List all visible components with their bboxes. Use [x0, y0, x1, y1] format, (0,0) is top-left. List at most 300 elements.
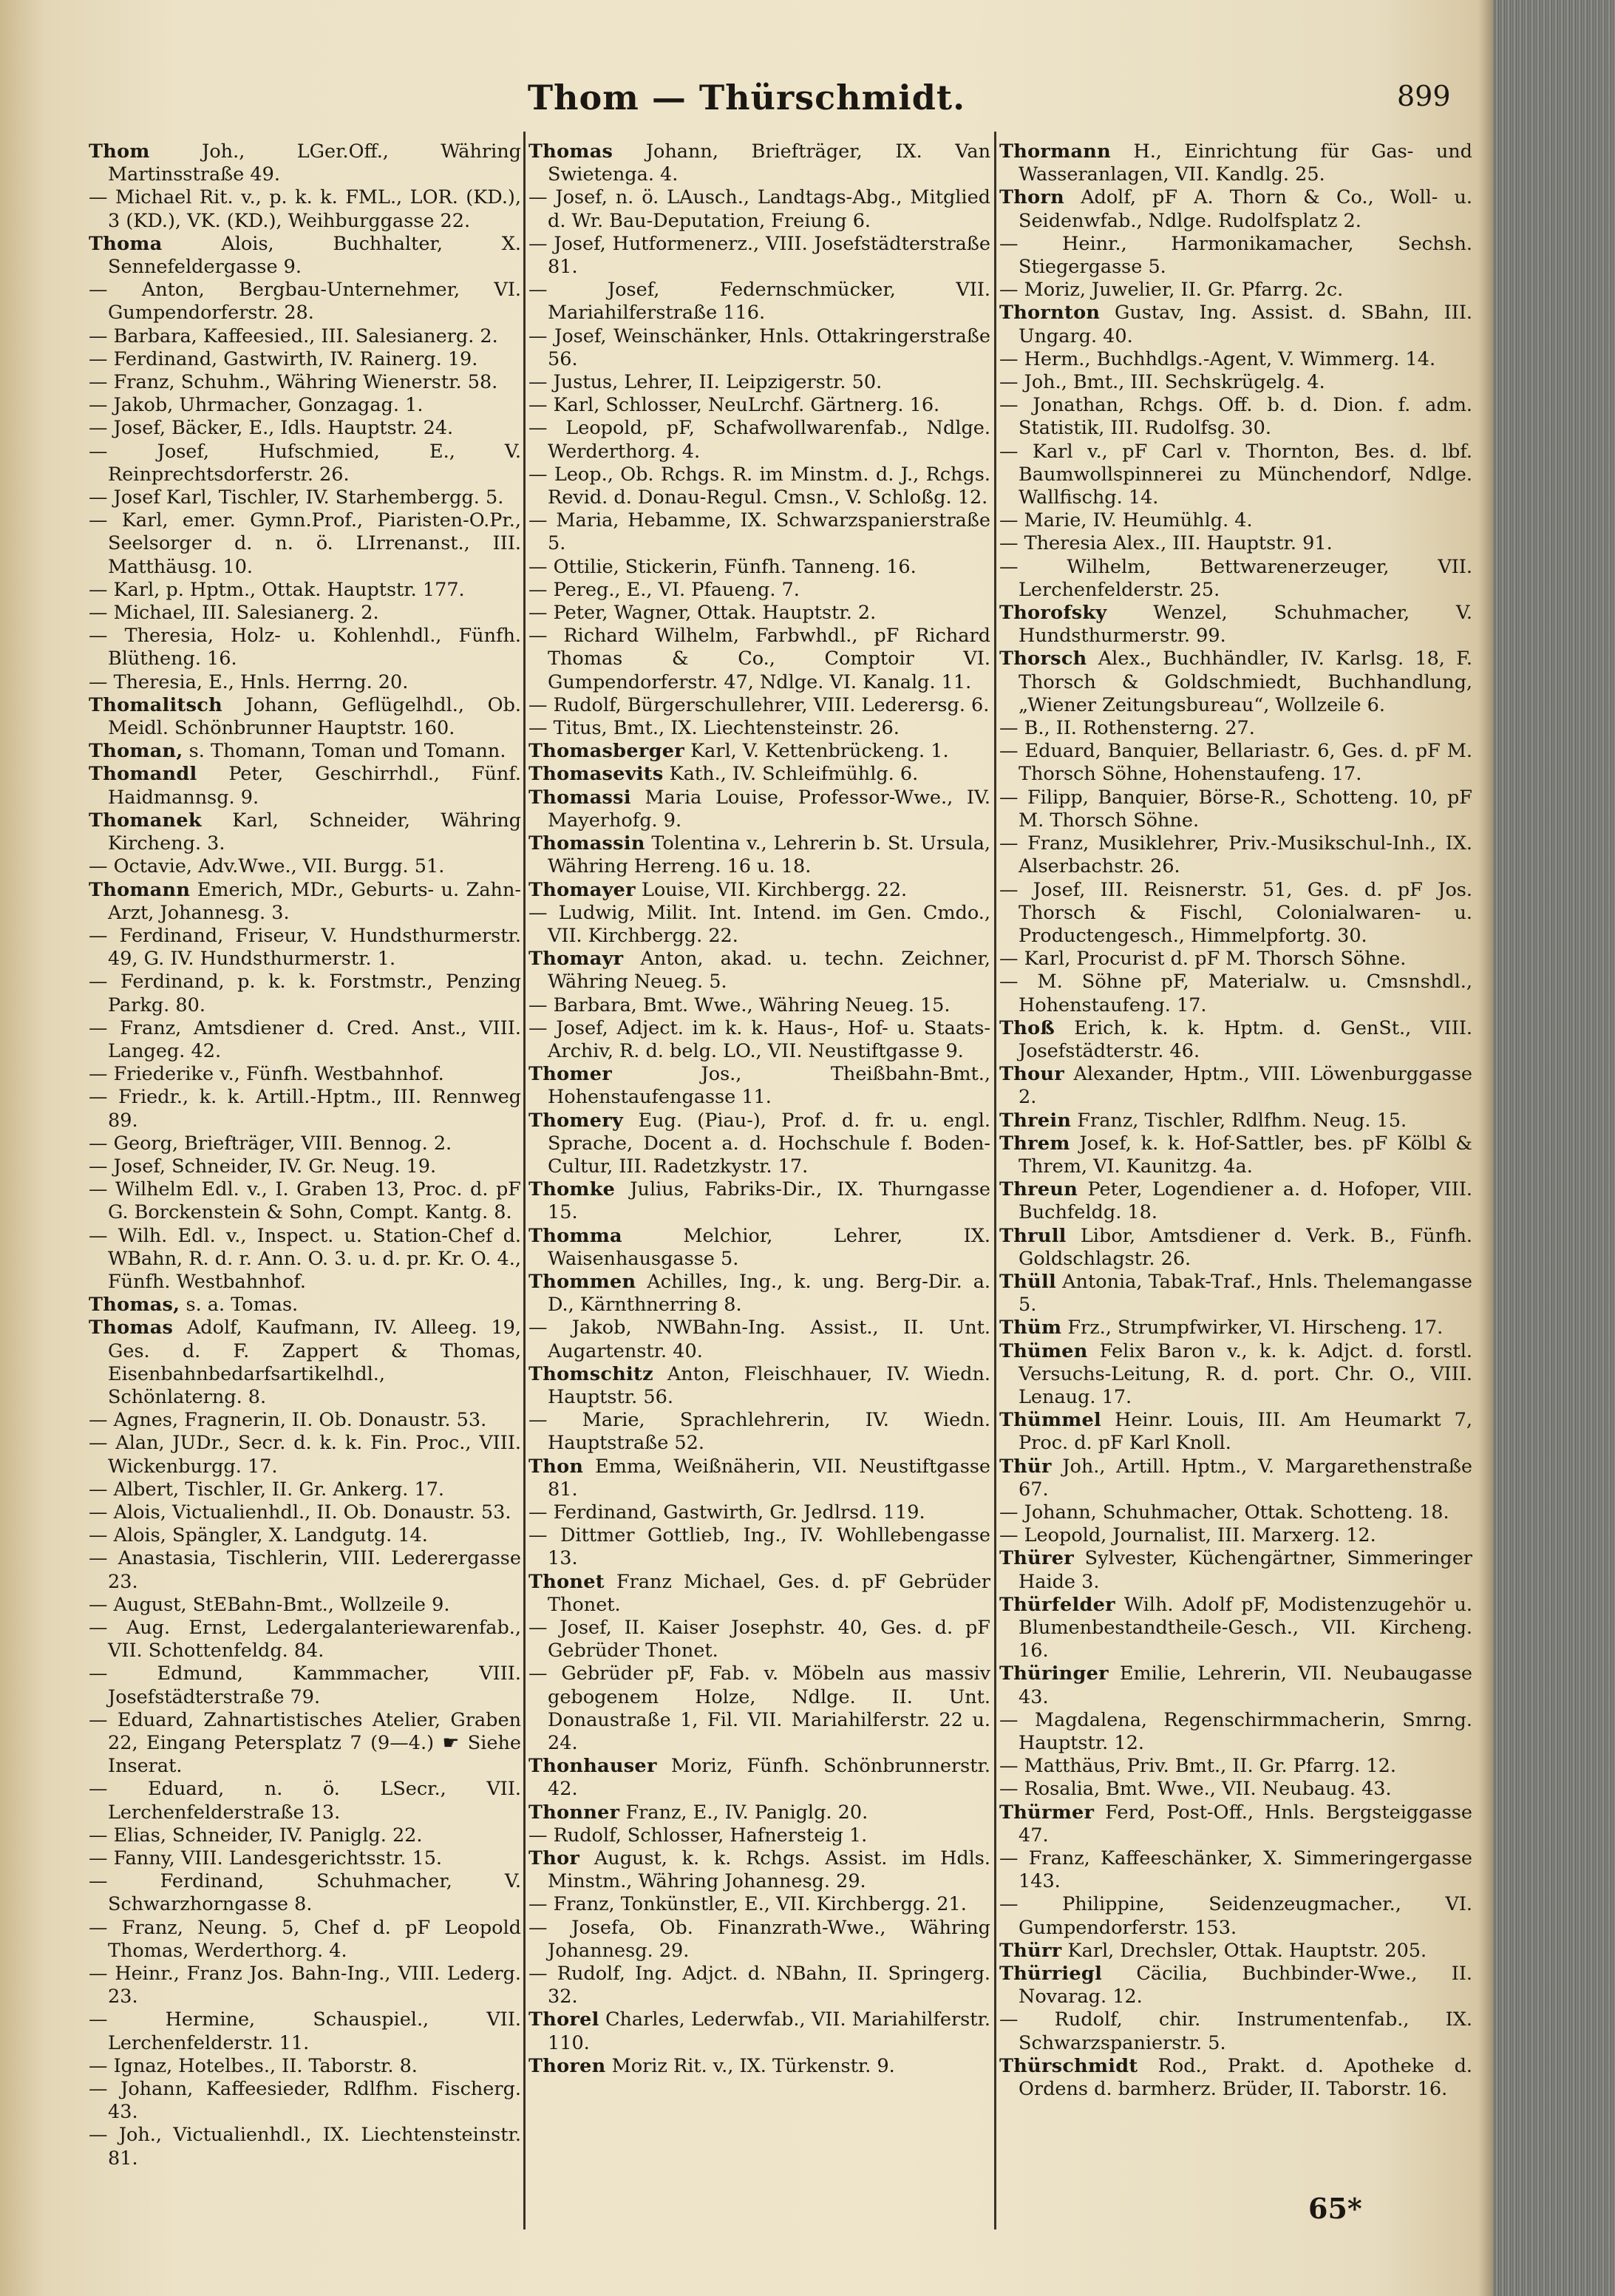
- entry-details: — Ludwig, Milit. Int. Intend. im Gen. Cmdo., VII. Kirchbergg. 22.: [528, 901, 990, 947]
- entry-details: — Eduard, n. ö. LSecr., VII. Lerchenfelderstraße 13.: [89, 1778, 521, 1824]
- entry-surname: Thomas: [528, 140, 613, 163]
- entry-surname: Thürmer: [999, 1801, 1095, 1824]
- entry-details: — Alan, JUDr., Secr. d. k. k. Fin. Proc., VIII. Wickenburgg. 17.: [89, 1432, 521, 1478]
- entry-details: — Friedr., k. k. Artill.-Hptm., III. Rennweg 89.: [89, 1086, 521, 1132]
- directory-entry: [528, 371, 990, 394]
- directory-entry: [999, 602, 1472, 648]
- directory-entry: [999, 1963, 1472, 2008]
- directory-entry: [528, 879, 990, 902]
- directory-entry: [528, 694, 990, 717]
- directory-entry: [999, 1594, 1472, 1663]
- entry-surname: Thümen: [999, 1339, 1088, 1362]
- directory-entry: [528, 417, 990, 463]
- directory-entry: [999, 186, 1472, 232]
- directory-entry: [528, 602, 990, 625]
- directory-entry: [89, 579, 521, 602]
- entry-details: Moriz, Fünfh. Schönbrunnerstr. 42.: [548, 1755, 990, 1801]
- entry-details: — Josef, Hufschmied, E., V. Reinprechtsdorferstr. 26.: [89, 440, 521, 486]
- directory-entry: [528, 787, 990, 832]
- entry-details: — Edmund, Kammmacher, VIII. Josefstädterstraße 79.: [89, 1662, 521, 1708]
- book-page-edges: [1493, 0, 1615, 2296]
- entry-details: Moriz Rit. v., IX. Türkenstr. 9.: [611, 2054, 895, 2077]
- directory-entry: [999, 948, 1472, 971]
- directory-entry: [89, 1132, 521, 1155]
- entry-surname: Thorel: [528, 2008, 599, 2031]
- entry-details: — Leopold, pF, Schafwollwarenfab., Ndlge. Werderthorg. 4.: [528, 417, 990, 463]
- entry-details: — Franz, Kaffeeschänker, X. Simmeringergasse 143.: [999, 1847, 1472, 1893]
- entry-surname: Thomasberger: [528, 740, 684, 763]
- directory-entry: [999, 532, 1472, 555]
- directory-entry: [89, 1063, 521, 1086]
- directory-entry: [528, 717, 990, 740]
- entry-details: — Ignaz, Hotelbes., II. Taborstr. 8.: [89, 2054, 418, 2077]
- directory-entry: [999, 1132, 1472, 1178]
- directory-entry: [89, 925, 521, 971]
- entry-details: — Matthäus, Priv. Bmt., II. Gr. Pfarrg. 12.: [999, 1755, 1396, 1778]
- entry-details: — Justus, Lehrer, II. Leipzigerstr. 50.: [528, 371, 883, 394]
- directory-entry: [89, 1617, 521, 1662]
- entry-surname: Thomas,: [89, 1294, 180, 1317]
- entry-surname: Thorofsky: [999, 602, 1107, 625]
- entry-surname: Thomandl: [89, 763, 197, 786]
- directory-entry: [999, 1271, 1472, 1317]
- entry-details: Johann, Briefträger, IX. Van Swietenga. 4.: [548, 140, 990, 186]
- directory-entry: [528, 1847, 990, 1893]
- column-rule: [994, 132, 996, 2229]
- entry-details: — Rosalia, Bmt. Wwe., VII. Neubaug. 43.: [999, 1778, 1392, 1801]
- entry-details: — Friederike v., Fünfh. Westbahnhof.: [89, 1063, 444, 1086]
- entry-details: — Josef, II. Kaiser Josephstr. 40, Ges. d. pF Gebrüder Thonet.: [528, 1617, 990, 1662]
- directory-entry: [528, 1917, 990, 1963]
- entry-details: Libor, Amtsdiener d. Verk. B., Fünfh. Goldschlagstr. 26.: [1019, 1224, 1472, 1270]
- directory-entry: [89, 625, 521, 670]
- directory-entry: [999, 1501, 1472, 1524]
- entry-details: — Josef, Bäcker, E., Idls. Hauptstr. 24.: [89, 417, 454, 440]
- directory-entry: [89, 394, 521, 417]
- entry-details: — Franz, Musiklehrer, Priv.-Musikschul-Inh., IX. Alserbachstr. 26.: [999, 832, 1472, 878]
- entry-details: Ferd, Post-Off., Hnls. Bergsteiggasse 47.: [1019, 1801, 1472, 1847]
- entry-details: — Magdalena, Regenschirmmacherin, Smrng. Hauptstr. 12.: [999, 1708, 1472, 1755]
- directory-entry: [999, 2055, 1472, 2101]
- entry-details: — Agnes, Fragnerin, II. Ob. Donaustr. 53.: [89, 1409, 487, 1432]
- entry-details: Cäcilia, Buchbinder-Wwe., II. Novarag. 12.: [1019, 1963, 1472, 2008]
- directory-entry: [528, 948, 990, 994]
- directory-entry: [999, 1409, 1472, 1455]
- entry-details: — Barbara, Kaffeesied., III. Salesianerg. 2.: [89, 325, 498, 347]
- directory-column-1: [89, 140, 521, 2232]
- entry-details: — Karl, p. Hptm., Ottak. Hauptstr. 177.: [89, 578, 465, 601]
- entry-details: — Josef, Schneider, IV. Gr. Neug. 19.: [89, 1155, 437, 1178]
- directory-entry: [89, 1917, 521, 1963]
- directory-entry: [89, 186, 521, 232]
- directory-entry: [528, 994, 990, 1017]
- entry-details: — Hermine, Schauspiel., VII. Lerchenfelderstr. 11.: [89, 2008, 521, 2054]
- entry-surname: Thomke: [528, 1178, 616, 1201]
- directory-entry: [89, 1086, 521, 1132]
- entry-surname: Thüringer: [999, 1662, 1109, 1685]
- entry-surname: Thomschitz: [528, 1362, 653, 1385]
- directory-entry: [528, 1571, 990, 1617]
- entry-details: Adolf, Kaufmann, IV. Alleeg. 19, Ges. d. F. Zappert & Thomas, Eisenbahnbedarfsartikelhdl., Schönlaterng. 8.: [108, 1317, 521, 1408]
- column-rule: [523, 132, 526, 2229]
- entry-surname: Thoß: [999, 1016, 1055, 1039]
- directory-entry: [999, 787, 1472, 832]
- entry-details: — Wilh. Edl. v., Inspect. u. Station-Chef d. WBahn, R. d. r. Ann. O. 3. u. d. pr. Kr. O. 4., Fünfh. Westbahnhof.: [89, 1224, 521, 1293]
- entry-surname: Thümmel: [999, 1409, 1102, 1432]
- directory-entry: [89, 441, 521, 486]
- directory-entry: [89, 2008, 521, 2054]
- entry-details: Heinr. Louis, III. Am Heumarkt 7, Proc. d. pF Karl Knoll.: [1019, 1409, 1472, 1455]
- entry-surname: Thomery: [528, 1109, 624, 1132]
- directory-entry: [89, 1778, 521, 1824]
- entry-details: — Theresia Alex., III. Hauptstr. 91.: [999, 532, 1333, 555]
- directory-entry: [528, 556, 990, 579]
- entry-surname: Thomasevits: [528, 763, 664, 786]
- entry-details: — Ferdinand, Friseur, V. Hundsthurmerstr. 49, G. IV. Hundsthurmerstr. 1.: [89, 924, 521, 971]
- entry-details: Julius, Fabriks-Dir., IX. Thurngasse 15.: [548, 1178, 990, 1224]
- directory-entry: [89, 1963, 521, 2008]
- directory-column-2: [528, 140, 990, 2232]
- directory-entry: [528, 1893, 990, 1916]
- entry-surname: Thoma: [89, 232, 163, 255]
- directory-entry: [89, 2055, 521, 2078]
- entry-details: — Titus, Bmt., IX. Liechtensteinstr. 26.: [528, 717, 900, 740]
- entry-details: Anton, akad. u. techn. Zeichner, Währing Neueg. 5.: [548, 948, 990, 994]
- entry-details: — Octavie, Adv.Wwe., VII. Burgg. 51.: [89, 855, 445, 878]
- page-number: 899: [1397, 80, 1451, 112]
- entry-surname: Thoman,: [89, 740, 183, 763]
- directory-entry: [89, 1847, 521, 1870]
- entry-details: Tolentina v., Lehrerin b. St. Ursula, Währing Herreng. 16 u. 18.: [548, 832, 990, 878]
- entry-details: — Franz, Schuhm., Währing Wienerstr. 58.: [89, 371, 498, 394]
- entry-details: Peter, Logendiener a. d. Hofoper, VIII. Buchfeldg. 18.: [1019, 1178, 1472, 1224]
- entry-details: — Jonathan, Rchgs. Off. b. d. Dion. f. adm. Statistik, III. Rudolfsg. 30.: [999, 394, 1472, 440]
- directory-entry: [999, 1110, 1472, 1132]
- directory-entry: [528, 579, 990, 602]
- directory-entry: [999, 1662, 1472, 1708]
- entry-details: Emilie, Lehrerin, VII. Neubaugasse 43.: [1019, 1662, 1472, 1708]
- directory-entry: [528, 1225, 990, 1271]
- entry-details: — Ferdinand, Gastwirth, Gr. Jedlrsd. 119.: [528, 1501, 925, 1524]
- entry-details: — Johann, Kaffeesieder, Rdlfhm. Fischerg. 43.: [89, 2078, 521, 2124]
- entry-details: — Heinr., Harmonikamacher, Sechsh. Stiegergasse 5.: [999, 232, 1472, 279]
- directory-entry: [528, 1409, 990, 1455]
- entry-details: — Rudolf, Bürgerschullehrer, VIII. Lederersg. 6.: [528, 693, 990, 716]
- directory-entry: [528, 1110, 990, 1179]
- entry-details: — Josef, Weinschänker, Hnls. Ottakringerstraße 56.: [528, 325, 990, 370]
- directory-entry: [528, 740, 990, 763]
- entry-details: Johann, Geflügelhdl., Ob. Meidl. Schönbrunner Hauptstr. 160.: [108, 693, 521, 740]
- directory-entry: [999, 2008, 1472, 2054]
- entry-surname: Thommen: [528, 1270, 636, 1293]
- directory-entry: [528, 1662, 990, 1755]
- directory-entry: [89, 1662, 521, 1708]
- entry-details: Felix Baron v., k. k. Adjct. d. forstl. Versuchs-Leitung, R. d. port. Chr. O., VIII. Lenaug. 17.: [1019, 1339, 1472, 1408]
- entry-details: — Michael Rit. v., p. k. k. FML., LOR. (KD.), 3 (KD.), VK. (KD.), Weihburggasse 22.: [89, 186, 521, 232]
- entry-details: — Pereg., E., VI. Pfaueng. 7.: [528, 578, 800, 601]
- entry-details: Wilh. Adolf pF, Modistenzugehör u. Blumenbestandtheile-Gesch., VII. Kircheng. 16.: [1019, 1593, 1472, 1662]
- entry-details: — Ottilie, Stickerin, Fünfh. Tanneng. 16.: [528, 555, 917, 578]
- directory-entry: [528, 1617, 990, 1662]
- entry-details: — Rudolf, Schlosser, Hafnersteig 1.: [528, 1824, 868, 1847]
- entry-details: Karl, Drechsler, Ottak. Hauptstr. 205.: [1067, 1939, 1427, 1962]
- entry-details: — Josef Karl, Tischler, IV. Starhembergg. 5.: [89, 486, 504, 509]
- entry-details: — Fanny, VIII. Landesgerichtsstr. 15.: [89, 1847, 443, 1870]
- directory-entry: [528, 233, 990, 279]
- directory-entry: [528, 832, 990, 878]
- directory-entry: [999, 832, 1472, 878]
- directory-entry: [999, 279, 1472, 302]
- directory-entry: [89, 486, 521, 509]
- directory-entry: [89, 1017, 521, 1063]
- entry-details: Peter, Geschirrhdl., Fünf. Haidmannsg. 9.: [108, 763, 521, 809]
- directory-entry: [89, 694, 521, 740]
- directory-entry: [89, 1594, 521, 1617]
- entry-details: Karl, Schneider, Währing Kircheng. 3.: [108, 809, 521, 855]
- directory-entry: [89, 602, 521, 625]
- entry-surname: Thoren: [528, 2054, 606, 2077]
- directory-entry: [999, 348, 1472, 371]
- entry-details: — Leop., Ob. Rchgs. R. im Minstm. d. J., Rchgs. Revid. d. Donau-Regul. Cmsn., V. Schloßg. 12.: [528, 463, 990, 509]
- directory-entry: [89, 971, 521, 1016]
- entry-details: Joh., LGer.Off., Währing Martinsstraße 49.: [108, 140, 521, 186]
- entry-surname: Thonhauser: [528, 1755, 657, 1778]
- directory-entry: [999, 140, 1472, 186]
- directory-entry: [999, 394, 1472, 440]
- directory-entry: [89, 1178, 521, 1224]
- entry-details: Charles, Lederwfab., VII. Mariahilferstr. 110.: [548, 2008, 990, 2054]
- directory-entry: [999, 1778, 1472, 1801]
- directory-entry: [89, 855, 521, 878]
- entry-surname: Thürr: [999, 1939, 1062, 1962]
- directory-entry: [999, 1063, 1472, 1109]
- entry-details: — August, StEBahn-Bmt., Wollzeile 9.: [89, 1593, 450, 1616]
- directory-entry: [89, 1317, 521, 1409]
- entry-details: — M. Söhne pF, Materialw. u. Cmsnshdl., Hohenstaufeng. 17.: [999, 971, 1472, 1016]
- entry-surname: Thonet: [528, 1570, 605, 1593]
- sheet-signature: 65*: [1308, 2192, 1362, 2225]
- entry-surname: Thomassin: [528, 832, 645, 855]
- entry-details: Rod., Prakt. d. Apotheke d. Ordens d. barmherz. Brüder, II. Taborstr. 16.: [1019, 2054, 1472, 2101]
- entry-details: — Barbara, Bmt. Wwe., Währing Neueg. 15.: [528, 994, 951, 1016]
- entry-details: Achilles, Ing., k. ung. Berg-Dir. a. D., Kärnthnerring 8.: [548, 1270, 990, 1317]
- entry-surname: Thüm: [999, 1317, 1062, 1339]
- directory-entry: [89, 1501, 521, 1524]
- entry-surname: Thomas: [89, 1317, 174, 1339]
- directory-entry: [999, 1456, 1472, 1501]
- entry-details: — Joh., Victualienhdl., IX. Liechtensteinstr. 81.: [89, 2124, 521, 2170]
- entry-details: — Jakob, Uhrmacher, Gonzagag. 1.: [89, 394, 424, 417]
- directory-entry: [999, 1755, 1472, 1778]
- entry-details: H., Einrichtung für Gas- und Wasseranlagen, VII. Kandlg. 25.: [1019, 140, 1472, 186]
- directory-entry: [999, 556, 1472, 602]
- entry-details: — B., II. Rothensterng. 27.: [999, 717, 1255, 740]
- entry-details: — Alois, Victualienhdl., II. Ob. Donaustr. 53.: [89, 1501, 511, 1524]
- entry-details: — Rudolf, Ing. Adjct. d. NBahn, II. Springerg. 32.: [528, 1963, 990, 2008]
- entry-details: — Marie, Sprachlehrerin, IV. Wiedn. Hauptstraße 52.: [528, 1409, 990, 1455]
- entry-surname: Thom: [89, 140, 150, 163]
- directory-entry: [89, 279, 521, 325]
- entry-surname: Thomassi: [528, 786, 631, 809]
- entry-details: — Leopold, Journalist, III. Marxerg. 12.: [999, 1524, 1376, 1547]
- directory-entry: [528, 1501, 990, 1524]
- directory-entry: [999, 1847, 1472, 1893]
- directory-entry: [528, 1063, 990, 1109]
- entry-details: — Karl, emer. Gymn.Prof., Piaristen-O.Pr., Seelsorger d. n. ö. LIrrenanst., III. Matthäusg. 10.: [89, 509, 521, 578]
- entry-details: s. Thomann, Toman und Tomann.: [188, 740, 506, 763]
- directory-entry: [89, 1409, 521, 1432]
- directory-entry: [999, 648, 1472, 717]
- directory-entry: [89, 671, 521, 694]
- entry-details: — Albert, Tischler, II. Gr. Ankerg. 17.: [89, 1478, 445, 1501]
- directory-entry: [528, 1317, 990, 1362]
- entry-surname: Thornton: [999, 302, 1101, 325]
- entry-details: Karl, V. Kettenbrückeng. 1.: [690, 740, 949, 763]
- directory-entry: [89, 509, 521, 579]
- directory-entry: [528, 279, 990, 325]
- directory-entry: [999, 371, 1472, 394]
- directory-entry: [528, 1456, 990, 1501]
- entry-details: — Wilhelm Edl. v., I. Graben 13, Proc. d. pF G. Borckenstein & Sohn, Compt. Kantg. 8.: [89, 1178, 521, 1224]
- directory-entry: [89, 740, 521, 763]
- directory-entry: [528, 1178, 990, 1224]
- entry-details: Frz., Strumpfwirker, VI. Hirscheng. 17.: [1067, 1317, 1444, 1339]
- entry-details: — Richard Wilhelm, Farbwhdl., pF Richard Thomas & Co., Comptoir VI. Gumpendorferstr. 47, Ndlge. VI. Kanalg. 11.: [528, 625, 990, 693]
- entry-details: Erich, k. k. Hptm. d. GenSt., VIII. Josefstädterstr. 46.: [1019, 1016, 1472, 1062]
- entry-details: Jos., Theißbahn-Bmt., Hohenstaufengasse 11.: [548, 1063, 990, 1109]
- directory-entry: [89, 325, 521, 348]
- directory-entry: [89, 1155, 521, 1178]
- entry-details: — Anastasia, Tischlerin, VIII. Lederergasse 23.: [89, 1547, 521, 1593]
- entry-details: — Ferdinand, Gastwirth, IV. Rainerg. 19.: [89, 347, 478, 370]
- entry-details: — Josef, III. Reisnerstr. 51, Ges. d. pF Jos. Thorsch & Fischl, Colonialwaren- u. Productengesch., Himmelpfortg. 30.: [999, 878, 1472, 947]
- entry-details: — Jakob, NWBahn-Ing. Assist., II. Unt. Augartenstr. 40.: [528, 1317, 990, 1362]
- directory-entry: [89, 1547, 521, 1593]
- directory-entry: [528, 463, 990, 509]
- entry-details: — Dittmer Gottlieb, Ing., IV. Wohllebengasse 13.: [528, 1524, 990, 1570]
- entry-details: Sylvester, Küchengärtner, Simmeringer Haide 3.: [1019, 1547, 1472, 1593]
- entry-details: Anton, Fleischhauer, IV. Wiedn. Hauptstr. 56.: [548, 1362, 990, 1408]
- entry-surname: Thorsch: [999, 648, 1087, 670]
- running-head: Thom — Thürschmidt.: [527, 78, 966, 118]
- entry-surname: Thomma: [528, 1224, 622, 1247]
- entry-details: — Franz, Amtsdiener d. Cred. Anst., VIII. Langeg. 42.: [89, 1016, 521, 1062]
- entry-surname: Threm: [999, 1132, 1070, 1155]
- entry-details: — Ferdinand, Schuhmacher, V. Schwarzhorngasse 8.: [89, 1870, 521, 1916]
- entry-details: Alex., Buchhändler, IV. Karlsg. 18, F. Thorsch & Goldschmiedt, Buchhandlung, „Wiener Zeitungsbureau“, Wollzeile 6.: [1019, 648, 1472, 716]
- entry-surname: Thomayr: [528, 948, 624, 971]
- entry-surname: Thüll: [999, 1270, 1056, 1293]
- entry-surname: Thour: [999, 1063, 1064, 1086]
- entry-details: Louise, VII. Kirchbergg. 22.: [642, 878, 908, 901]
- directory-entry: [89, 2078, 521, 2124]
- directory-entry: [89, 1870, 521, 1916]
- directory-entry: [528, 2055, 990, 2078]
- entry-surname: Thorn: [999, 186, 1064, 209]
- directory-entry: [528, 902, 990, 948]
- entry-details: Franz, Tischler, Rdlfhm. Neug. 15.: [1077, 1109, 1407, 1132]
- entry-surname: Thonner: [528, 1801, 620, 1824]
- entry-details: — Aug. Ernst, Ledergalanteriewarenfab., VII. Schottenfeldg. 84.: [89, 1617, 521, 1662]
- entry-surname: Thomalitsch: [89, 693, 222, 716]
- directory-entry: [528, 140, 990, 186]
- directory-entry: [999, 971, 1472, 1016]
- entry-details: Franz Michael, Ges. d. pF Gebrüder Thonet.: [548, 1570, 990, 1616]
- directory-entry: [999, 441, 1472, 510]
- entry-details: Franz, E., IV. Paniglg. 20.: [625, 1801, 868, 1824]
- entry-details: — Filipp, Banquier, Börse-R., Schotteng. 10, pF M. Thorsch Söhne.: [999, 786, 1472, 832]
- entry-details: — Georg, Briefträger, VIII. Bennog. 2.: [89, 1132, 452, 1155]
- entry-details: Alexander, Hptm., VIII. Löwenburggasse 2.: [1019, 1063, 1472, 1109]
- entry-details: — Michael, III. Salesianerg. 2.: [89, 602, 379, 625]
- directory-entry: [89, 1824, 521, 1847]
- entry-details: — Josef, Adject. im k. k. Haus-, Hof- u. Staats-Archiv, R. d. belg. LO., VII. Neustiftgasse 9.: [528, 1016, 990, 1062]
- directory-entry: [528, 1363, 990, 1409]
- entry-surname: Thomer: [528, 1063, 612, 1086]
- directory-entry: [999, 717, 1472, 740]
- entry-details: — Wilhelm, Bettwarenerzeuger, VII. Lerchenfelderstr. 25.: [999, 555, 1472, 601]
- directory-entry: [999, 1225, 1472, 1271]
- directory-entry: [89, 2124, 521, 2170]
- entry-details: — Alois, Spängler, X. Landgutg. 14.: [89, 1524, 428, 1547]
- directory-entry: [89, 371, 521, 394]
- entry-details: — Herm., Buchhdlgs.-Agent, V. Wimmerg. 14.: [999, 347, 1436, 370]
- entry-details: — Karl, Schlosser, NeuLrchf. Gärtnerg. 16.: [528, 394, 940, 417]
- entry-surname: Thür: [999, 1455, 1052, 1478]
- entry-details: — Theresia, E., Hnls. Herrng. 20.: [89, 670, 409, 693]
- entry-details: Wenzel, Schuhmacher, V. Hundsthurmerstr. 99.: [1019, 602, 1472, 648]
- directory-entry: [999, 879, 1472, 948]
- directory-entry: [999, 233, 1472, 279]
- entry-details: — Marie, IV. Heumühlg. 4.: [999, 509, 1253, 532]
- directory-entry: [999, 1940, 1472, 1963]
- entry-details: — Franz, Neung. 5, Chef d. pF Leopold Thomas, Werderthorg. 4.: [89, 1916, 521, 1962]
- directory-entry: [528, 1963, 990, 2008]
- entry-details: — Theresia, Holz- u. Kohlenhdl., Fünfh. Blütheng. 16.: [89, 625, 521, 670]
- directory-entry: [999, 509, 1472, 532]
- directory-entry: [528, 1271, 990, 1317]
- entry-details: — Karl, Procurist d. pF M. Thorsch Söhne.: [999, 948, 1407, 971]
- entry-details: — Johann, Schuhmacher, Ottak. Schotteng. 18.: [999, 1501, 1449, 1524]
- directory-entry: [528, 1755, 990, 1801]
- entry-details: August, k. k. Rchgs. Assist. im Hdls. Minstm., Währing Johannesg. 29.: [548, 1847, 990, 1893]
- entry-details: — Anton, Bergbau-Unternehmer, VI. Gumpendorferstr. 28.: [89, 279, 521, 325]
- directory-entry: [528, 1824, 990, 1847]
- entry-details: — Ferdinand, p. k. k. Forstmstr., Penzing Parkg. 80.: [89, 971, 521, 1016]
- entry-surname: Thon: [528, 1455, 584, 1478]
- entry-details: — Rudolf, chir. Instrumentenfab., IX. Schwarzspanierstr. 5.: [999, 2008, 1472, 2054]
- entry-surname: Thomann: [89, 878, 191, 901]
- entry-surname: Thomayer: [528, 878, 636, 901]
- directory-entry: [999, 302, 1472, 347]
- directory-entry: [528, 625, 990, 694]
- entry-details: — Heinr., Franz Jos. Bahn-Ing., VIII. Lederg. 23.: [89, 1963, 521, 2008]
- directory-entry: [999, 1524, 1472, 1547]
- entry-surname: Threun: [999, 1178, 1078, 1201]
- entry-details: — Franz, Tonkünstler, E., VII. Kirchbergg. 21.: [528, 1893, 967, 1916]
- directory-entry: [528, 394, 990, 417]
- entry-details: Joh., Artill. Hptm., V. Margarethenstraße 67.: [1019, 1455, 1472, 1501]
- directory-entry: [89, 879, 521, 925]
- entry-surname: Thürschmidt: [999, 2054, 1138, 2077]
- directory-entry: [528, 2008, 990, 2054]
- directory-entry: [89, 1709, 521, 1779]
- entry-details: — Elias, Schneider, IV. Paniglg. 22.: [89, 1824, 423, 1847]
- entry-surname: Thürfelder: [999, 1593, 1115, 1616]
- directory-entry: [89, 1524, 521, 1547]
- entry-details: — Josefa, Ob. Finanzrath-Wwe., Währing Johannesg. 29.: [528, 1916, 990, 1962]
- entry-details: — Eduard, Banquier, Bellariastr. 6, Ges. d. pF M. Thorsch Söhne, Hohenstaufeng. 17.: [999, 740, 1472, 786]
